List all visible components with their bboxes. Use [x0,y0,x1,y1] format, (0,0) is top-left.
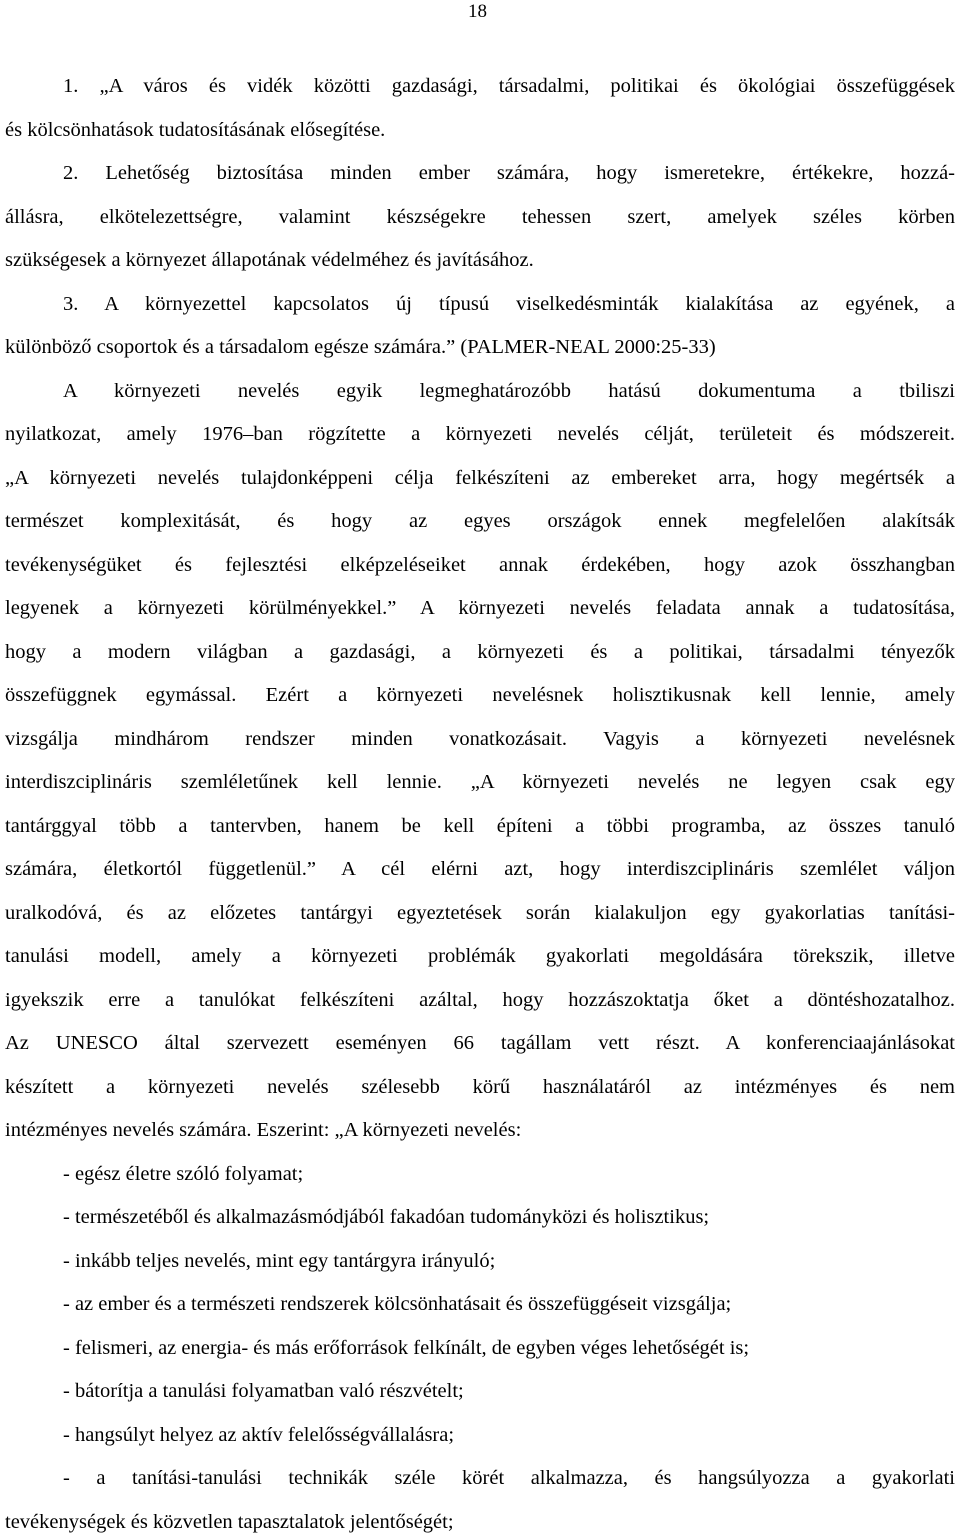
list-item-2-line-2: állásra, elkötelezettségre, valamint készségekre tehessen szert, amelyek széles körben [5,206,955,228]
list-item-1-line-1: 1. „A város és vidék közötti gazdasági, társadalmi, politikai és ökológiai összefüggések [63,75,955,97]
paragraph-line: A környezeti nevelés egyik legmeghatározóbb hatású dokumentuma a tbiliszi [63,380,955,402]
paragraph-line: természet komplexitását, és hogy az egyes országok ennek megfelelően alakítsák [5,510,955,532]
bullet-item: - hangsúlyt helyez az aktív felelősségvállalásra; [63,1424,455,1446]
paragraph-line: nyilatkozat, amely 1976–ban rögzítette a környezeti nevelés célját, területeit és módszereit. [5,423,955,445]
bullet-item: - bátorítja a tanulási folyamatban való részvételt; [63,1380,464,1402]
bullet-item: - egész életre szóló folyamat; [63,1163,304,1185]
paragraph-line: uralkodóvá, és az előzetes tantárgyi egyeztetések során kialakuljon egy gyakorlatias tanítási- [5,902,955,924]
bullet-item: - természetéből és alkalmazásmódjából fakadóan tudományközi és holisztikus; [63,1206,710,1228]
list-item-2-line-1: 2. Lehetőség biztosítása minden ember számára, hogy ismeretekre, értékekre, hozzá- [63,162,955,184]
paragraph-line: legyenek a környezeti körülményekkel.” A környezeti nevelés feladata annak a tudatosítása, [5,597,955,619]
paragraph-line: interdiszciplináris szemléletűnek kell lennie. „A környezeti nevelés ne legyen csak egy [5,771,955,793]
paragraph-line: hogy a modern világban a gazdasági, a környezeti és a politikai, társadalmi tényezők [5,641,955,663]
paragraph-line: Az UNESCO által szervezett eseményen 66 tagállam vett részt. A konferenciaajánlásokat [5,1032,955,1054]
paragraph-line: tanulási modell, amely a környezeti problémák gyakorlati megoldására törekszik, illetve [5,945,955,967]
paragraph-line: intézményes nevelés számára. Eszerint: „A környezeti nevelés: [5,1119,522,1141]
paragraph-line: „A környezeti nevelés tulajdonképpeni célja felkészíteni az embereket arra, hogy megértsék a [5,467,955,489]
bullet-item: - inkább teljes nevelés, mint egy tantárgyra irányuló; [63,1250,496,1272]
bullet-item-continuation: tevékenységek és közvetlen tapasztalatok jelentőségét; [5,1511,454,1533]
paragraph-line: számára, életkortól függetlenül.” A cél elérni azt, hogy interdiszciplináris szemlélet váljon [5,858,955,880]
paragraph-line: igyekszik erre a tanulókat felkészíteni azáltal, hogy hozzászoktatja őket a döntéshozatalhoz. [5,989,955,1011]
bullet-item: - a tanítási-tanulási technikák széle körét alkalmazza, és hangsúlyozza a gyakorlati [63,1467,955,1489]
list-item-1-line-2: és kölcsönhatások tudatosításának elősegítése. [5,119,386,141]
paragraph-line: tantárggyal több a tantervben, hanem be kell építeni a többi programba, az összes tanuló [5,815,955,837]
page-number: 18 [468,1,487,22]
paragraph-line: vizsgálja mindhárom rendszer minden vonatkozásait. Vagyis a környezeti nevelésnek [5,728,955,750]
paragraph-line: összefüggnek egymással. Ezért a környezeti nevelésnek holisztikusnak kell lennie, amely [5,684,955,706]
paragraph-line: készített a környezeti nevelés szélesebb körű használatáról az intézményes és nem [5,1076,955,1098]
paragraph-line: tevékenységüket és fejlesztési elképzeléseiket annak érdekében, hogy azok összhangban [5,554,955,576]
bullet-item: - felismeri, az energia- és más erőforrások felkínált, de egyben véges lehetőségét is; [63,1337,750,1359]
list-item-3-line-2-citation: különböző csoportok és a társadalom egésze számára.” (PALMER-NEAL 2000:25-33) [5,336,716,358]
list-item-3-line-1: 3. A környezettel kapcsolatos új típusú viselkedésminták kialakítása az egyének, a [63,293,955,315]
bullet-item: - az ember és a természeti rendszerek kölcsönhatásait és összefüggéseit vizsgálja; [63,1293,732,1315]
list-item-2-line-3: szükségesek a környezet állapotának védelméhez és javításához. [5,249,534,271]
